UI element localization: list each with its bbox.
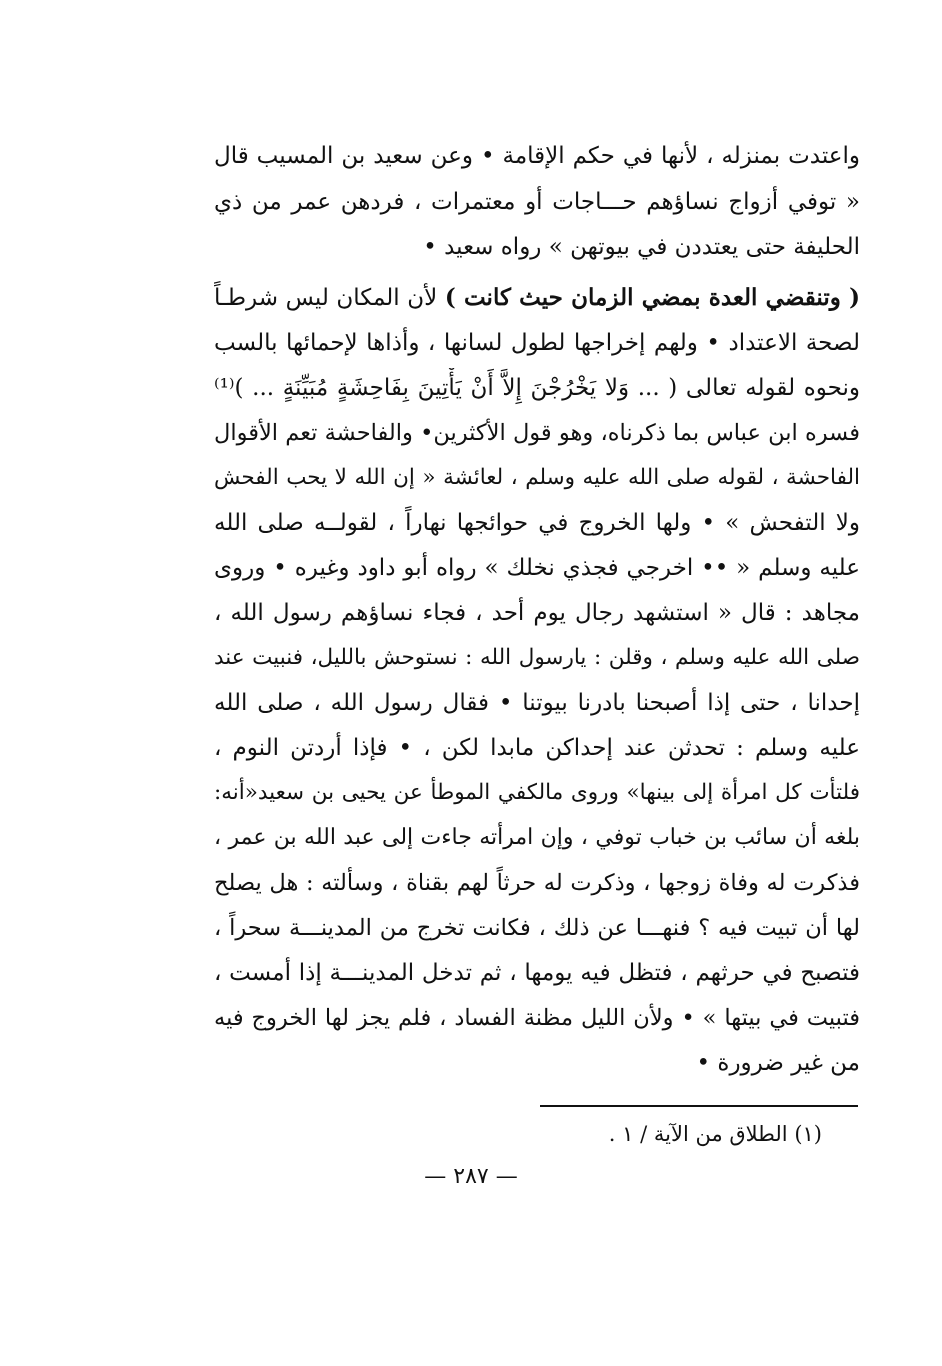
text-line: لصحة الاعتداد • ولهم إخراجها لطول لسانها ، وأذاها لإحمائها بالسب [214,330,860,356]
footnote-divider [540,1105,858,1107]
text-line: فسره ابن عباس بما ذكرناه، وهو قول الأكثرين• والفاحشة تعم الأقوال [214,420,860,446]
text-line-with-heading [214,278,860,318]
text-line: إحدانا ، حتى إذا أصبحنا بادرنا بيوتنا • فقال رسول الله ، صلى الله [214,690,860,716]
text-line: الحليفة حتى يعتددن في بيوتهن » رواه سعيد • [423,234,860,260]
text-line: الفاحشة ، لقوله صلى الله عليه وسلم ، لعائشة « إن الله لا يحب الفحش [214,465,860,490]
text-line: بلغه أن سائب بن خباب توفي ، وإن امرأته جاءت إلى عبد الله بن عمر ، [214,825,860,850]
text-line: واعتدت بمنزله ، لأنها في حكم الإقامة • وعن سعيد بن المسيب قال [214,143,860,169]
bold-heading: ( وتنقضي العدة بمضي الزمان حيث كانت ) [444,284,860,311]
text-line: ولا التفحش » • ولها الخروج في حوائجها نهاراً ، لقولــه صلى الله [214,510,860,536]
page-number: — ٢٨٧ — [424,1164,518,1189]
text-line: « توفي أزواج نساؤهم حـــاجات أو معتمرات ، فردهن عمر من ذي [214,189,860,215]
footnote: (١) الطلاق من الآية / ١ . [608,1122,822,1146]
text-line: لها أن تبيت فيه ؟ فنهـــا عن ذلك ، فكانت تخرج من المدينـــة سحراً ، [214,915,860,941]
text-line: فلتأت كل امرأة إلى بينها» وروى مالكفي الموطأ عن يحيى بن سعيد«أنه: [214,780,860,805]
text-line-rest: لأن المكان ليس شرطـاً [214,285,445,311]
text-line: فذكرت له وفاة زوجها ، وذكرت له حرثاً لهم بقناة ، وسألته : هل يصلح [214,870,860,896]
text-line: عليه وسلم « •• اخرجي فجذي نخلك » رواه أبو داود وغيره • وروى [214,555,860,581]
text-line: من غير ضرورة • [696,1050,860,1076]
text-line: فتبيت في بيتها » • ولأن الليل مظنة الفساد ، فلم يجز لها الخروج فيه [214,1005,860,1031]
quran-verse-line: ونحوه لقوله تعالى ( ... وَلا يَخْرُجْنَ إِلاَّ أَنْ يَأْتِينَ بِفَاحِشَةٍ مُبَيِّنَةٍ ... )⁽¹⁾ [214,375,860,401]
text-line: صلى الله عليه وسلم ، وقلن : يارسول الله : نستوحش بالليل، فنبيت عند [214,645,860,670]
text-line: عليه وسلم : تحدثن عند إحداكن مابدا لكن ، • فإذا أردتن النوم ، [214,735,860,761]
text-line: فتصبح في حرثهم ، فتظل فيه يومها ، ثم تدخل المدينـــة إذا أمست ، [214,960,860,986]
text-line: مجاهد : قال « استشهد رجال يوم أحد ، فجاء نساؤهم رسول الله ، [214,600,860,626]
